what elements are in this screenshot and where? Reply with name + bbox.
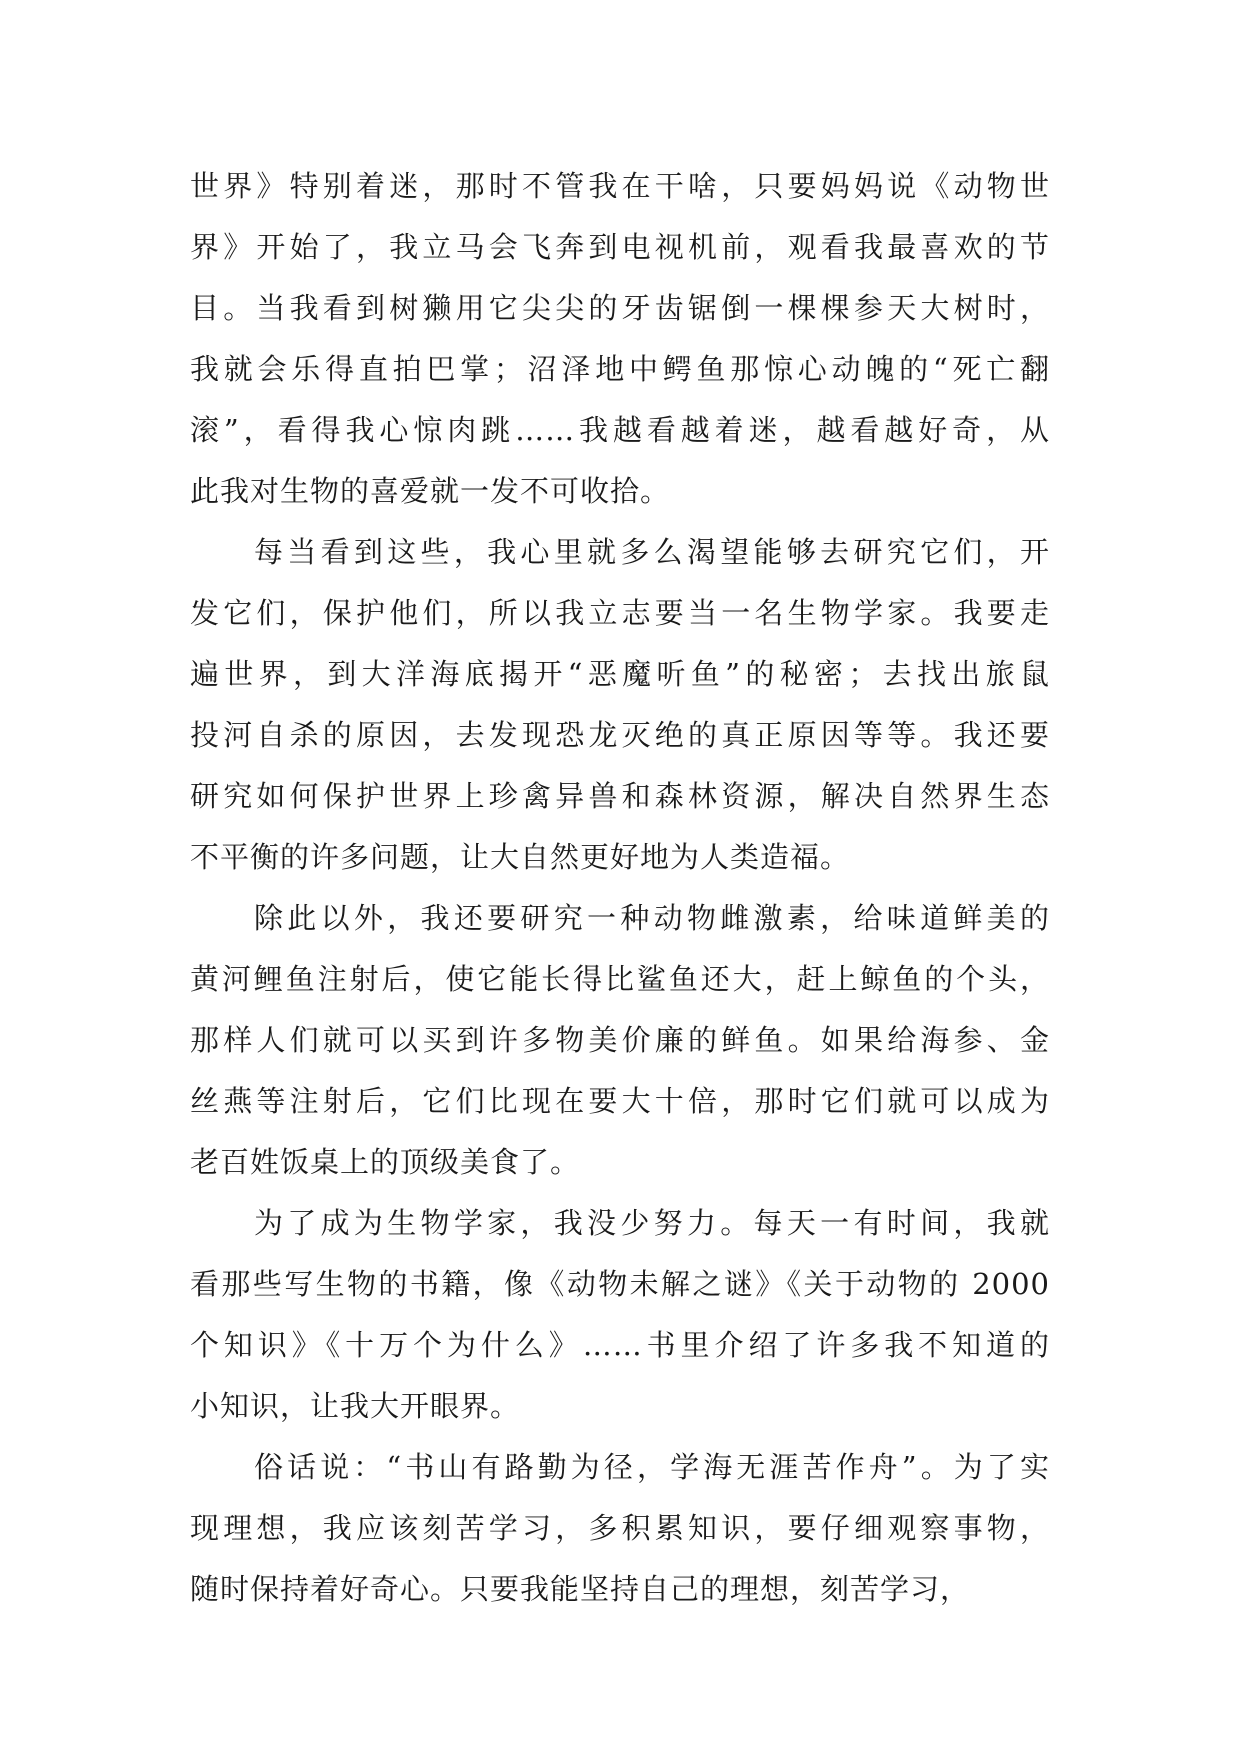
text-line: 老百姓饭桌上的顶级美食了。: [190, 1145, 581, 1179]
text-line: 随时保持着好奇心。只要我能坚持自己的理想，刻苦学习，: [190, 1572, 971, 1606]
text-line: 此我对生物的喜爱就一发不可收拾。: [190, 474, 671, 508]
text-line: 我就会乐得直拍巴掌；沼泽地中鳄鱼那惊心动魄的“死亡翻: [190, 352, 1050, 386]
text-line: 不平衡的许多问题，让大自然更好地为人类造福。: [190, 840, 851, 874]
text-line: 投河自杀的原因，去发现恐龙灭绝的真正原因等等。我还要: [190, 718, 1050, 752]
text-line: 小知识，让我大开眼界。: [190, 1389, 521, 1423]
text-line: 丝燕等注射后，它们比现在要大十倍，那时它们就可以成为: [190, 1084, 1050, 1118]
text-line: 遍世界，到大洋海底揭开“恶魔听鱼”的秘密；去找出旅鼠: [190, 657, 1050, 691]
paragraph: [190, 1193, 1050, 1437]
text-line: 俗话说：“书山有路勤为径，学海无涯苦作舟”。为了实: [254, 1450, 1050, 1484]
text-line: 黄河鲤鱼注射后，使它能长得比鲨鱼还大，赶上鲸鱼的个头，: [190, 962, 1050, 996]
paragraph: [190, 888, 1050, 1193]
text-line: 目。当我看到树獭用它尖尖的牙齿锯倒一棵棵参天大树时，: [190, 291, 1050, 325]
text-line: 界》开始了，我立马会飞奔到电视机前，观看我最喜欢的节: [190, 230, 1050, 264]
paragraph: [190, 1437, 1050, 1620]
text-line: 发它们，保护他们，所以我立志要当一名生物学家。我要走: [190, 596, 1050, 630]
text-line: 为了成为生物学家，我没少努力。每天一有时间，我就: [254, 1206, 1050, 1240]
essay-body: [190, 156, 1050, 1620]
text-line: 那样人们就可以买到许多物美价廉的鲜鱼。如果给海参、金: [190, 1023, 1050, 1057]
paragraph: [190, 156, 1050, 522]
paragraph: [190, 522, 1050, 888]
text-line: 研究如何保护世界上珍禽异兽和森林资源，解决自然界生态: [190, 779, 1050, 813]
text-line: 个知识》《十万个为什么》……书里介绍了许多我不知道的: [190, 1328, 1050, 1362]
text-line: 看那些写生物的书籍，像《动物未解之谜》《关于动物的 2000: [190, 1267, 1050, 1301]
text-line: 每当看到这些，我心里就多么渴望能够去研究它们，开: [254, 535, 1050, 569]
text-line: 滚”，看得我心惊肉跳……我越看越着迷，越看越好奇，从: [190, 413, 1050, 447]
text-line: 除此以外，我还要研究一种动物雌激素，给味道鲜美的: [254, 901, 1050, 935]
text-line: 现理想，我应该刻苦学习，多积累知识，要仔细观察事物，: [190, 1511, 1050, 1545]
text-line: 世界》特别着迷，那时不管我在干啥，只要妈妈说《动物世: [190, 169, 1050, 203]
